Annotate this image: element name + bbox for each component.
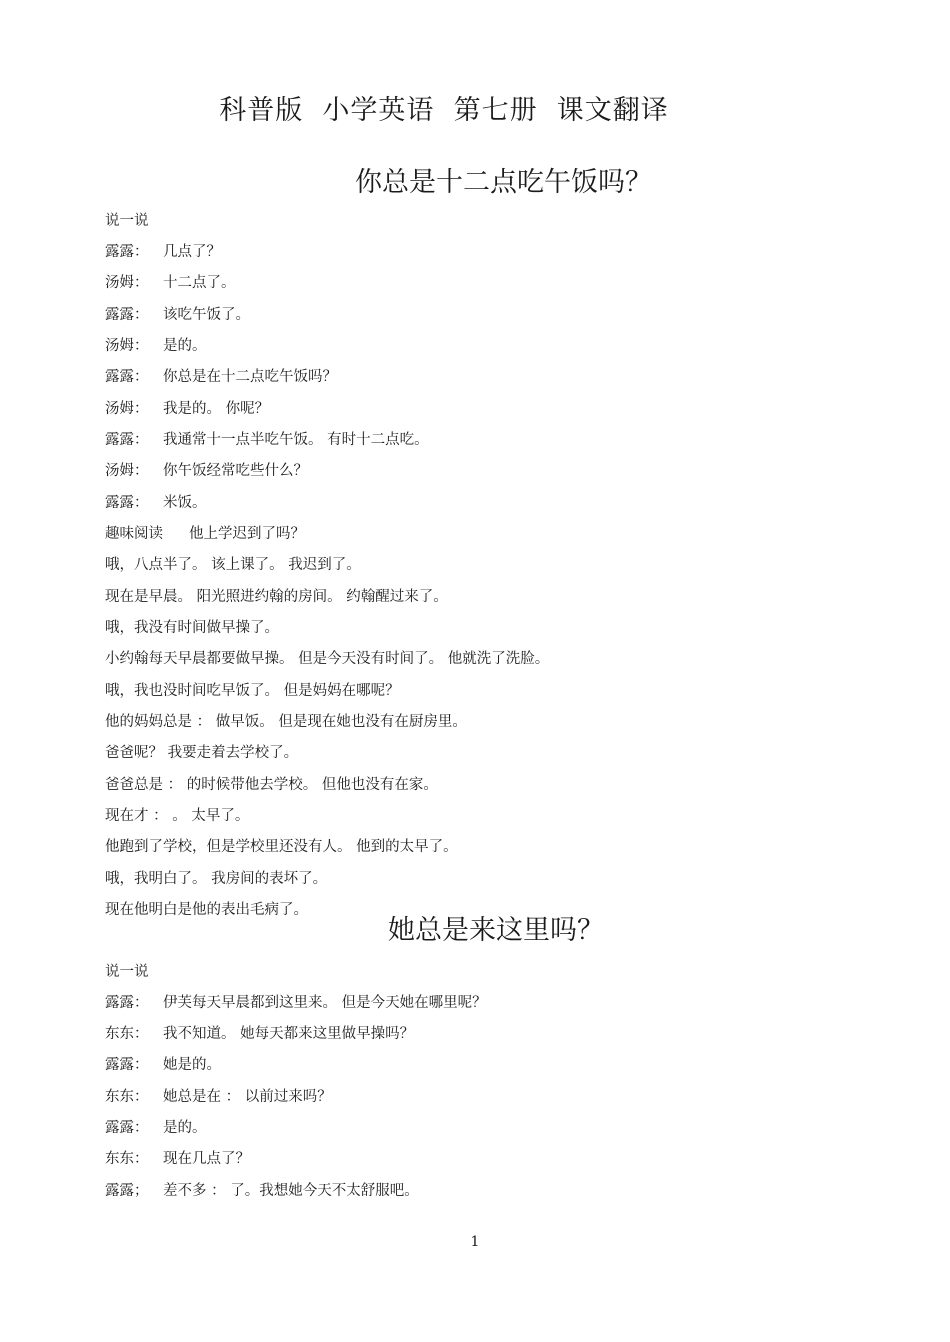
reading-line: 爸爸总是 ： 的时候带他去学校。 但他也没有在家。: [105, 777, 438, 793]
dialogue-line: [105, 1149, 250, 1169]
dialogue-line: [105, 1024, 414, 1044]
reading-line: 小约翰每天早晨都要做早操。 但是今天没有时间了。 他就洗了洗脸。: [105, 651, 550, 667]
dialogue-line: [105, 1087, 332, 1107]
lesson2-title: 她总是来这里吗？: [388, 915, 604, 946]
dialogue-line: [105, 336, 207, 356]
reading-line: 现在是早晨。 阳光照进约翰的房间。 约翰醒过来了。: [105, 589, 448, 605]
reading-line: 他的妈妈总是 ： 做早饭。 但是现在她也没有在厨房里。: [105, 714, 467, 730]
utterance: 现在几点了？: [163, 1151, 250, 1167]
dialogue-line: [105, 993, 487, 1013]
reading-line: 哦，我明白了。 我房间的表坏了。: [105, 871, 328, 887]
utterance: 我不知道。 她每天都来这里做早操吗？: [163, 1026, 415, 1042]
lesson2-section-label: 说一说: [105, 964, 149, 980]
reading-line: 哦，我没有时间做早操了。: [105, 620, 279, 636]
utterance: 差不多 ： 了。我想她今天不太舒服吧。: [163, 1183, 419, 1199]
speaker: 露露：: [105, 495, 149, 511]
speaker: 露露：: [105, 995, 149, 1011]
utterance: 十二点了。: [163, 275, 236, 291]
utterance: 是的。: [163, 338, 207, 354]
speaker: 露露：: [105, 1057, 149, 1073]
utterance: 伊芙每天早晨都到这里来。 但是今天她在哪里呢？: [163, 995, 487, 1011]
dialogue-line: [105, 399, 269, 419]
page-number: 1: [470, 1234, 480, 1250]
reading-line: 现在他明白是他的表出毛病了。: [105, 902, 308, 918]
dialogue-line: [105, 493, 207, 513]
utterance: 我是的。 你呢？: [163, 401, 270, 417]
lesson1-section-label: 说一说: [105, 213, 149, 229]
reading-label: 趣味阅读: [105, 526, 163, 542]
utterance: 你总是在十二点吃午饭吗？: [163, 369, 337, 385]
dialogue-line: [105, 242, 221, 262]
speaker: 露露：: [105, 307, 149, 323]
speaker: 汤姆：: [105, 401, 149, 417]
dialogue-line: [105, 461, 308, 481]
utterance: 几点了？: [163, 244, 221, 260]
speaker: 露露：: [105, 369, 149, 385]
dialogue-line: [105, 1118, 207, 1138]
speaker: 汤姆：: [105, 338, 149, 354]
reading-heading: [105, 524, 305, 544]
utterance: 该吃午饭了。: [163, 307, 250, 323]
speaker: 露露：: [105, 244, 149, 260]
utterance: 米饭。: [163, 495, 207, 511]
dialogue-line: [105, 273, 236, 293]
speaker: 露露：: [105, 1120, 149, 1136]
speaker: 东东：: [105, 1151, 149, 1167]
reading-line: 哦，八点半了。 该上课了。 我迟到了。: [105, 557, 361, 573]
dialogue-line: [105, 430, 429, 450]
utterance: 你午饭经常吃些什么？: [163, 463, 308, 479]
utterance: 是的。: [163, 1120, 207, 1136]
reading-line: 他跑到了学校，但是学校里还没有人。 他到的太早了。: [105, 839, 458, 855]
speaker: 东东：: [105, 1089, 149, 1105]
reading-title: 他上学迟到了吗？: [189, 526, 305, 542]
utterance: 她是的。: [163, 1057, 221, 1073]
reading-line: 现在才 ： 。 太早了。: [105, 808, 250, 824]
reading-line: 哦，我也没时间吃早饭了。 但是妈妈在哪呢？: [105, 683, 400, 699]
utterance: 她总是在 ： 以前过来吗？: [163, 1089, 332, 1105]
dialogue-line: [105, 367, 337, 387]
document-title: 科普版 小学英语 第七册 课文翻译: [219, 95, 669, 126]
speaker: 汤姆：: [105, 463, 149, 479]
lesson1-title: 你总是十二点吃午饭吗？: [355, 167, 652, 198]
dialogue-line: [105, 1055, 221, 1075]
speaker: 汤姆：: [105, 275, 149, 291]
speaker: 东东：: [105, 1026, 149, 1042]
reading-line: 爸爸呢？ 我要走着去学校了。: [105, 745, 299, 761]
speaker: 露露：: [105, 432, 149, 448]
utterance: 我通常十一点半吃午饭。 有时十二点吃。: [163, 432, 429, 448]
dialogue-line: [105, 1181, 419, 1201]
dialogue-line: [105, 305, 250, 325]
speaker: 露露；: [105, 1183, 149, 1199]
